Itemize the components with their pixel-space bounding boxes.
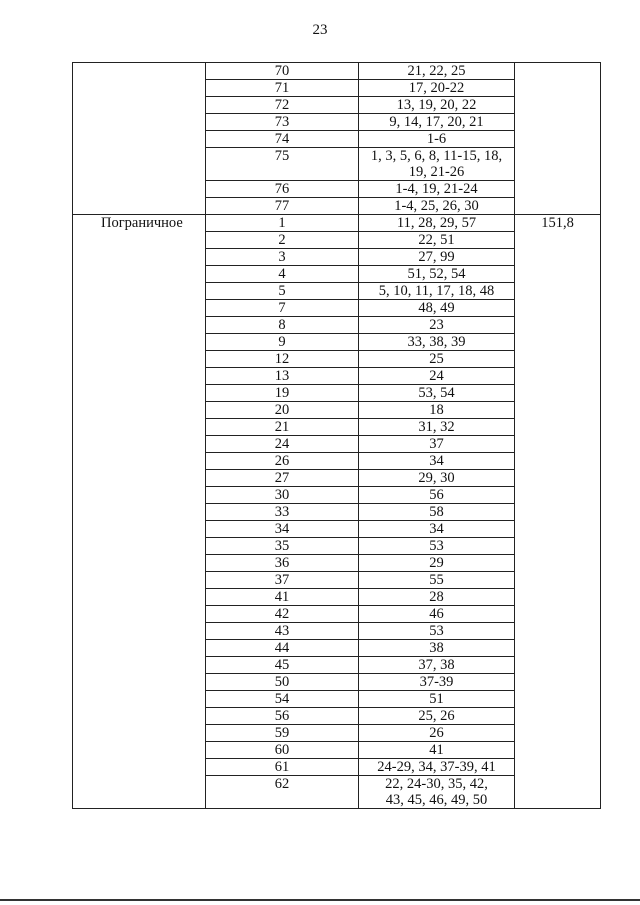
number-cell: 76 — [206, 181, 359, 198]
number-cell: 71 — [206, 80, 359, 97]
section-value-cell — [515, 63, 601, 215]
values-cell — [359, 521, 515, 538]
number-cell: 9 — [206, 334, 359, 351]
bottom-rule — [0, 899, 640, 901]
values-cell — [359, 589, 515, 606]
values-line: 9, 14, 17, 20, 21 — [389, 114, 484, 130]
values-line: 55 — [429, 572, 444, 588]
values-cell — [359, 249, 515, 266]
values-line: 24 — [429, 368, 444, 384]
values-cell — [359, 742, 515, 759]
values-cell — [359, 419, 515, 436]
values-cell — [359, 487, 515, 504]
values-line: 48, 49 — [418, 300, 455, 316]
values-line: 1-4, 19, 21-24 — [395, 181, 478, 197]
values-line: 53 — [429, 538, 444, 554]
section-name-cell: Пограничное — [73, 215, 206, 809]
number-cell: 62 — [206, 776, 359, 809]
values-cell — [359, 555, 515, 572]
values-cell — [359, 181, 515, 198]
table-body — [73, 63, 601, 809]
number-cell: 77 — [206, 198, 359, 215]
values-line: 11, 28, 29, 57 — [396, 215, 477, 231]
values-cell — [359, 470, 515, 487]
number-cell: 45 — [206, 657, 359, 674]
values-cell — [359, 640, 515, 657]
values-cell — [359, 725, 515, 742]
values-cell — [359, 776, 515, 809]
values-line: 23 — [429, 317, 444, 333]
number-cell: 12 — [206, 351, 359, 368]
values-cell — [359, 63, 515, 80]
values-cell — [359, 283, 515, 300]
values-line: 22, 24-30, 35, 42, — [385, 776, 488, 792]
table-row — [73, 63, 601, 80]
number-cell: 50 — [206, 674, 359, 691]
values-cell — [359, 317, 515, 334]
values-cell — [359, 759, 515, 776]
values-cell — [359, 453, 515, 470]
values-line: 5, 10, 11, 17, 18, 48 — [378, 283, 495, 299]
values-line: 1-6 — [426, 131, 447, 147]
values-line: 37 — [429, 436, 444, 452]
values-line: 22, 51 — [418, 232, 455, 248]
number-cell: 41 — [206, 589, 359, 606]
values-line: 25, 26 — [418, 708, 455, 724]
values-line: 53 — [429, 623, 444, 639]
data-table — [72, 62, 601, 809]
values-line: 17, 20-22 — [408, 80, 465, 96]
number-cell: 37 — [206, 572, 359, 589]
values-line: 13, 19, 20, 22 — [396, 97, 477, 113]
number-cell: 8 — [206, 317, 359, 334]
number-cell: 21 — [206, 419, 359, 436]
values-cell — [359, 572, 515, 589]
number-cell: 5 — [206, 283, 359, 300]
number-cell: 7 — [206, 300, 359, 317]
values-line: 25 — [429, 351, 444, 367]
number-cell: 27 — [206, 470, 359, 487]
values-cell — [359, 674, 515, 691]
number-cell: 61 — [206, 759, 359, 776]
number-cell: 73 — [206, 114, 359, 131]
values-line: 29 — [429, 555, 444, 571]
values-cell — [359, 215, 515, 232]
values-cell — [359, 97, 515, 114]
values-cell — [359, 80, 515, 97]
values-cell — [359, 114, 515, 131]
values-line: 33, 38, 39 — [407, 334, 466, 350]
values-line: 1-4, 25, 26, 30 — [394, 198, 479, 214]
section-name-cell — [73, 63, 206, 215]
values-line: 26 — [429, 725, 444, 741]
values-cell — [359, 436, 515, 453]
values-cell — [359, 708, 515, 725]
number-cell: 75 — [206, 148, 359, 181]
values-line: 24-29, 34, 37-39, 41 — [377, 759, 496, 775]
values-line: 28 — [429, 589, 444, 605]
number-cell: 56 — [206, 708, 359, 725]
values-cell — [359, 266, 515, 283]
values-cell — [359, 368, 515, 385]
values-cell — [359, 148, 515, 181]
number-cell: 70 — [206, 63, 359, 80]
number-cell: 74 — [206, 131, 359, 148]
values-line: 29, 30 — [418, 470, 455, 486]
values-line: 41 — [429, 742, 444, 758]
values-line: 31, 32 — [418, 419, 455, 435]
number-cell: 35 — [206, 538, 359, 555]
number-cell: 43 — [206, 623, 359, 640]
values-line: 56 — [429, 487, 444, 503]
values-cell — [359, 657, 515, 674]
values-line: 46 — [429, 606, 444, 622]
number-cell: 26 — [206, 453, 359, 470]
values-line: 51, 52, 54 — [407, 266, 466, 282]
section-value-cell: 151,8 — [515, 215, 601, 809]
values-line: 19, 21-26 — [408, 164, 465, 180]
values-line: 27, 99 — [418, 249, 455, 265]
number-cell: 59 — [206, 725, 359, 742]
values-cell — [359, 131, 515, 148]
values-cell — [359, 232, 515, 249]
values-cell — [359, 606, 515, 623]
values-line: 37, 38 — [418, 657, 455, 673]
number-cell: 4 — [206, 266, 359, 283]
number-cell: 30 — [206, 487, 359, 504]
values-cell — [359, 198, 515, 215]
values-line: 58 — [429, 504, 444, 520]
values-line: 34 — [429, 453, 444, 469]
number-cell: 24 — [206, 436, 359, 453]
values-line: 38 — [429, 640, 444, 656]
number-cell: 34 — [206, 521, 359, 538]
values-line: 18 — [429, 402, 444, 418]
values-line: 53, 54 — [418, 385, 455, 401]
values-line: 51 — [429, 691, 444, 707]
number-cell: 42 — [206, 606, 359, 623]
values-line: 37-39 — [419, 674, 454, 690]
number-cell: 60 — [206, 742, 359, 759]
values-line: 1, 3, 5, 6, 8, 11-15, 18, — [370, 148, 503, 164]
values-cell — [359, 385, 515, 402]
values-cell — [359, 351, 515, 368]
number-cell: 36 — [206, 555, 359, 572]
values-cell — [359, 334, 515, 351]
values-cell — [359, 623, 515, 640]
number-cell: 33 — [206, 504, 359, 521]
number-cell: 20 — [206, 402, 359, 419]
values-cell — [359, 402, 515, 419]
page-number: 23 — [312, 22, 328, 38]
values-line: 34 — [429, 521, 444, 537]
number-cell: 44 — [206, 640, 359, 657]
number-cell: 13 — [206, 368, 359, 385]
number-cell: 72 — [206, 97, 359, 114]
values-line: 21, 22, 25 — [407, 63, 466, 79]
values-cell — [359, 300, 515, 317]
table-row — [73, 215, 601, 232]
number-cell: 1 — [206, 215, 359, 232]
number-cell: 3 — [206, 249, 359, 266]
values-line: 43, 45, 46, 49, 50 — [385, 792, 488, 808]
number-cell: 54 — [206, 691, 359, 708]
values-cell — [359, 538, 515, 555]
values-cell — [359, 504, 515, 521]
number-cell: 19 — [206, 385, 359, 402]
number-cell: 2 — [206, 232, 359, 249]
values-cell — [359, 691, 515, 708]
